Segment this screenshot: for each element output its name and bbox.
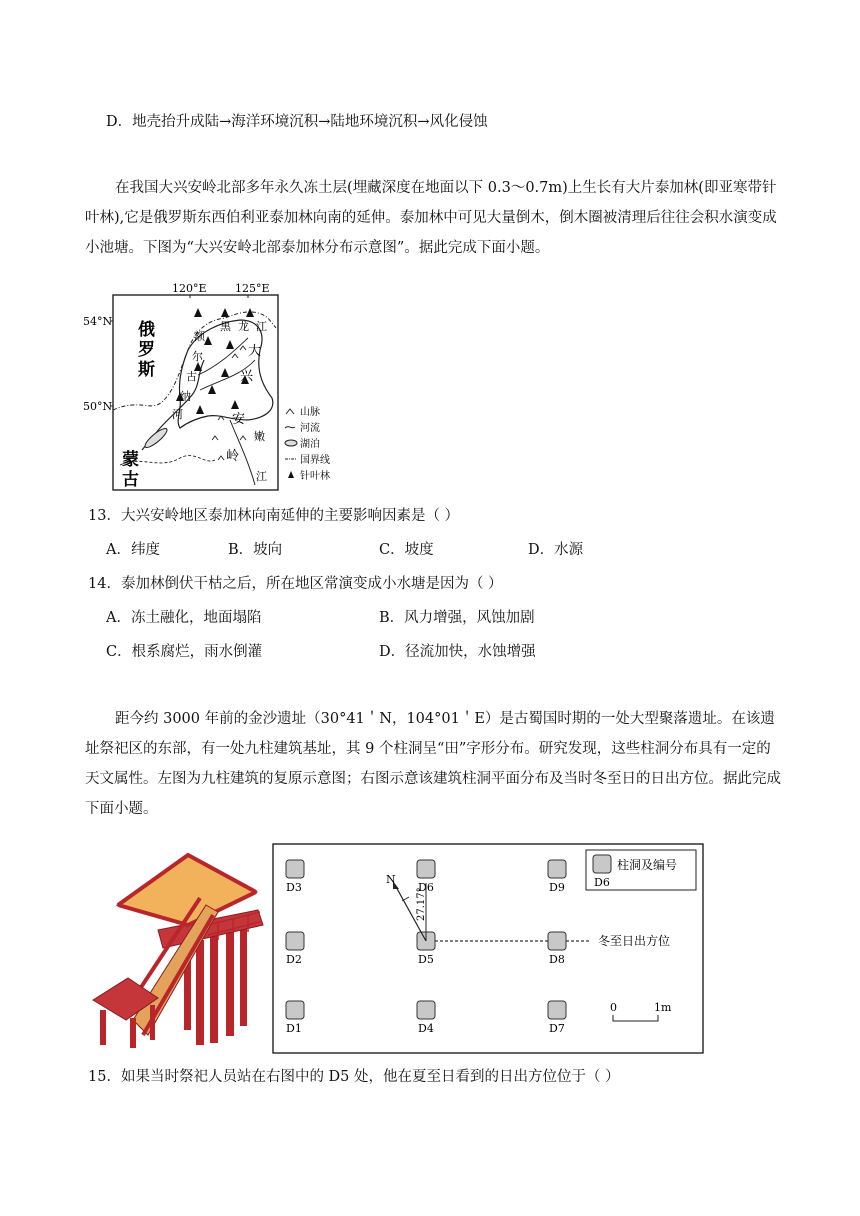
map-legend (285, 405, 330, 482)
legend-hole-id: D6 (594, 876, 610, 889)
label-d3: D3 (286, 881, 302, 894)
label-d7: D7 (549, 1022, 565, 1035)
ergun-char-5: 河 (172, 408, 183, 421)
hole-d2 (286, 932, 304, 950)
label-d8: D8 (549, 953, 565, 966)
tree-legend-icon (288, 471, 294, 478)
daxinganling-char-2: 兴 (240, 369, 254, 384)
lon-125-label: 125°E (235, 282, 270, 295)
river-legend-icon (285, 427, 295, 428)
intro-paragraph-taiga: 在我国大兴安岭北部多年永久冻土层(埋藏深度在地面以下 0.3～0.7m)上生长有大片泰加林(即亚寒带针叶林),它是俄罗斯东西伯利亚泰加林向南的延伸。泰加林中可见大量倒木，倒木圈被清理后往往会积水演变成小池塘。下图为“大兴安岭北部泰加林分布示意图”。据此完成下面小题。 (85, 180, 777, 256)
option-d-previous: D．地壳抬升成陆→海洋环境沉积→陆地环境沉积→风化侵蚀 (106, 114, 488, 130)
mountain-legend-icon (286, 409, 294, 414)
mongolia-char-2: 古 (122, 470, 139, 490)
intro-paragraph-jinsha: 距今约 3000 年前的金沙遗址（30°41＇N，104°01＇E）是古蜀国时期的一处大型聚落遗址。在该遗址祭祀区的东部，有一处九柱建筑基址，其 9 个柱洞呈“田”字形分布。研究发现，这些柱洞分布具有一定的天文属性。左图为九柱建筑的复原示意图；右图示意该建筑柱洞平面分布及当时冬至日的日出方位。据此完成下面小题。 (85, 711, 781, 817)
lat-50-label: 50°N (83, 400, 113, 413)
lake-legend-icon (285, 440, 297, 446)
hole-d3 (286, 860, 304, 878)
q14-option-a[interactable]: A．冻土融化，地面塌陷 (106, 610, 262, 626)
daxinganling-char-4: 岭 (226, 449, 240, 464)
scale-bar (613, 1015, 658, 1021)
label-d4: D4 (418, 1022, 434, 1035)
label-d1: D1 (286, 1022, 302, 1035)
daxinganling-char-3: 安 (232, 412, 246, 427)
hole-d6 (417, 860, 435, 878)
scale-zero-label: 0 (610, 1001, 617, 1014)
label-d6: D6 (418, 881, 434, 894)
q13-option-a[interactable]: A．纬度 (106, 542, 160, 558)
russia-char-1: 俄 (138, 320, 155, 340)
q13-stem: 13．大兴安岭地区泰加林向南延伸的主要影响因素是（ ） (88, 508, 460, 524)
q13-option-c[interactable]: C．坡度 (379, 542, 434, 558)
hole-d9 (548, 860, 566, 878)
q15-stem: 15．如果当时祭祀人员站在右图中的 D5 处，他在夏至日看到的日出方位位于（ ） (88, 1069, 620, 1085)
sunrise-label: 冬至日出方位 (598, 934, 671, 948)
russia-char-2: 罗 (138, 340, 155, 360)
q13-option-b[interactable]: B．坡向 (228, 542, 283, 558)
hole-d8 (548, 932, 566, 950)
scale-length-label: 1m (654, 1001, 672, 1014)
legend-hole-icon (593, 855, 611, 873)
nenjiang-char-1: 嫩 (254, 430, 265, 443)
lat-54-label: 54°N (83, 315, 113, 328)
q14-stem: 14．泰加林倒伏干枯之后，所在地区常演变成小水塘是因为（ ） (88, 576, 503, 592)
hole-d1 (286, 1001, 304, 1019)
legend-hole-label: 柱洞及编号 (617, 858, 678, 872)
hole-d7 (548, 1001, 566, 1019)
angle-label: 27.17° (416, 887, 427, 921)
taiga-distribution-map (80, 280, 360, 495)
ergun-char-1: 额 (194, 330, 205, 343)
q14-option-c[interactable]: C．根系腐烂，雨水倒灌 (106, 644, 263, 660)
legend-river: 河流 (300, 423, 320, 434)
legend-border: 国界线 (300, 455, 330, 466)
heilongjiang-char-2: 龙 (238, 320, 249, 333)
lon-120-label: 120°E (172, 282, 207, 295)
plan-frame (273, 844, 703, 1053)
nine-pillar-building-illustration (88, 850, 268, 1050)
ergun-char-3: 古 (186, 370, 197, 383)
north-label: N (386, 873, 396, 886)
ergun-char-2: 尔 (192, 350, 203, 363)
label-d5: D5 (418, 953, 434, 966)
q14-option-b[interactable]: B．风力增强，风蚀加剧 (379, 610, 535, 626)
pillar-hole-plan (272, 843, 706, 1055)
q14-option-d[interactable]: D．径流加快，水蚀增强 (379, 644, 536, 660)
daxinganling-char-1: 大 (248, 344, 262, 359)
legend-mountain: 山脉 (300, 407, 320, 418)
russia-char-3: 斯 (138, 360, 155, 380)
heilongjiang-char-1: 黑 (220, 320, 231, 333)
nenjiang-char-2: 江 (256, 470, 267, 483)
hole-d4 (417, 1001, 435, 1019)
label-d2: D2 (286, 953, 302, 966)
lake (143, 426, 170, 450)
legend-lake: 湖泊 (300, 439, 320, 450)
ergun-char-4: 纳 (180, 390, 191, 403)
mongolia-char-1: 蒙 (122, 450, 139, 470)
q13-option-d[interactable]: D．水源 (528, 542, 584, 558)
label-d9: D9 (549, 881, 565, 894)
heilongjiang-char-3: 江 (256, 320, 267, 333)
legend-taiga: 针叶林 (300, 471, 330, 482)
